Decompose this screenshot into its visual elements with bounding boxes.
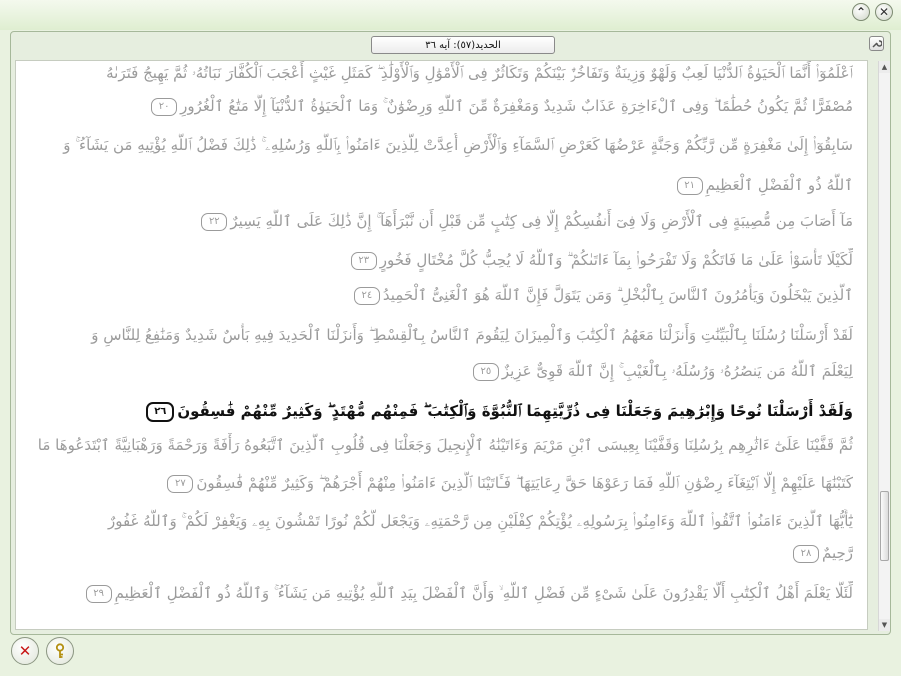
scroll-up-arrow[interactable]: ▲ [879, 61, 890, 73]
close-icon: ✕ [878, 5, 890, 19]
verse-text: ٱللَّهُ ذُو ٱلْفَضْلِ ٱلْعَظِيمِ [705, 176, 853, 194]
verse-number-badge: ٢٩ [86, 585, 112, 603]
verse-number-badge: ٢٥ [473, 363, 499, 381]
verse-line[interactable] [24, 283, 853, 307]
verse-line-active[interactable] [24, 399, 853, 423]
close-icon: ✕ [18, 642, 32, 660]
verse-line[interactable] [24, 509, 853, 533]
verse-number-badge: ٢٧ [167, 475, 193, 493]
verse-text: لِيَعْلَمَ ٱللَّهُ مَن يَنصُرُهُۥ وَرُسُلَهُۥ بِٱلْغَيْبِ ۚ إِنَّ ٱللَّهَ قَوِىٌّ عَزِيزٌ [501, 362, 853, 380]
verse-line[interactable] [24, 173, 853, 197]
close-app-button[interactable] [11, 637, 39, 665]
verse-text: وَلَقَدْ أَرْسَلْنَا نُوحًا وَإِبْرَٰهِيمَ وَجَعَلْنَا فِى ذُرِّيَّتِهِمَا ٱلنُّبُوَّةَ وَٱلْكِتَٰبَ ۖ فَمِنْهُم مُّهْتَدٍ ۖ وَكَثِيرٌ مِّنْهُمْ فَٰسِقُونَ [177, 402, 853, 420]
verse-text: لِّكَيْلَا تَأْسَوْا۟ عَلَىٰ مَا فَاتَكُمْ وَلَا تَفْرَحُوا۟ بِمَآ ءَاتَىٰكُمْ ۗ وَٱللَّهُ لَا يُحِبُّ كُلَّ مُخْتَالٍ فَخُورٍ [379, 251, 853, 269]
verse-text: ثُمَّ قَفَّيْنَا عَلَىٰٓ ءَاثَٰرِهِم بِرُسُلِنَا وَقَفَّيْنَا بِعِيسَى ٱبْنِ مَرْيَمَ وَءَاتَيْنَٰهُ ٱلْإِنجِيلَ وَجَعَلْنَا فِى قُلُوبِ ٱلَّذِينَ ٱتَّبَعُوهُ رَأْفَةً وَرَحْمَةً وَرَهْبَانِيَّةً ٱبْتَدَعُوهَا مَا [37, 436, 853, 454]
verse-line[interactable] [24, 433, 853, 457]
verse-line[interactable] [24, 209, 853, 233]
verse-line[interactable] [24, 61, 853, 85]
scroll-down-arrow[interactable]: ▼ [879, 619, 890, 631]
verse-text: يَٰٓأَيُّهَا ٱلَّذِينَ ءَامَنُوا۟ ٱتَّقُوا۟ ٱللَّهَ وَءَامِنُوا۟ بِرَسُولِهِۦ يُؤْتِكُمْ كِفْلَيْنِ مِن رَّحْمَتِهِۦ وَيَجْعَل لَّكُمْ نُورًا تَمْشُونَ بِهِۦ وَيَغْفِرْ لَكُمْ ۚ وَٱللَّهُ غَفُورٌ [107, 512, 853, 530]
verse-number-badge: ٢١ [677, 177, 703, 195]
verse-number-badge: ٢٤ [354, 287, 380, 305]
verse-text: رَّحِيمٌ [821, 544, 853, 562]
verse-line[interactable] [24, 359, 853, 383]
close-window-button[interactable] [875, 3, 893, 21]
vertical-scrollbar[interactable] [878, 61, 890, 631]
verse-line[interactable] [24, 94, 853, 118]
key-icon [53, 643, 67, 659]
surah-ayah-label: الحديد(٥٧): آیه ٣٦ [371, 36, 555, 54]
verse-text: مُصْفَرًّا ثُمَّ يَكُونُ حُطَٰمًا ۖ وَفِى ٱلْءَاخِرَةِ عَذَابٌ شَدِيدٌ وَمَغْفِرَةٌ مِّنَ ٱللَّهِ وَرِضْوَٰنٌ ۚ وَمَا ٱلْحَيَوٰةُ ٱلدُّنْيَآ إِلَّا مَتَٰعُ ٱلْغُرُورِ [180, 97, 853, 115]
verse-number-badge: ٢٦ [146, 402, 174, 422]
verse-line[interactable] [24, 133, 853, 157]
verse-text: ٱلَّذِينَ يَبْخَلُونَ وَيَأْمُرُونَ ٱلنَّاسَ بِٱلْبُخْلِ ۗ وَمَن يَتَوَلَّ فَإِنَّ ٱللَّهَ هُوَ ٱلْغَنِىُّ ٱلْحَمِيدُ [382, 286, 853, 304]
window-titlebar [0, 0, 901, 30]
verse-text: سَابِقُوٓا۟ إِلَىٰ مَغْفِرَةٍ مِّن رَّبِّكُمْ وَجَنَّةٍ عَرْضُهَا كَعَرْضِ ٱلسَّمَآءِ وَٱلْأَرْضِ أُعِدَّتْ لِلَّذِينَ ءَامَنُوا۟ بِٱللَّهِ وَرُسُلِهِۦ ۚ ذَٰلِكَ فَضْلُ ٱللَّهِ يُؤْتِيهِ مَن يَشَآءُ ۚ وَ [63, 136, 853, 154]
verse-text: ٱعْلَمُوٓا۟ أَنَّمَا ٱلْحَيَوٰةُ ٱلدُّنْيَا لَعِبٌ وَلَهْوٌ وَزِينَةٌ وَتَفَاخُرٌۢ بَيْنَكُمْ وَتَكَاثُرٌ فِى ٱلْأَمْوَٰلِ وَٱلْأَوْلَٰدِ ۖ كَمَثَلِ غَيْثٍ أَعْجَبَ ٱلْكُفَّارَ نَبَاتُهُۥ ثُمَّ يَهِيجُ فَتَرَىٰهُ [106, 64, 853, 82]
verse-number-badge: ٢٠ [151, 98, 177, 116]
minimize-button[interactable] [852, 3, 870, 21]
tools-icon [871, 38, 882, 49]
tools-button[interactable] [869, 36, 884, 51]
verse-line[interactable] [24, 248, 853, 272]
verse-content [15, 60, 868, 630]
verse-line[interactable] [24, 541, 853, 565]
verse-number-badge: ٢٢ [201, 213, 227, 231]
verse-text: لَقَدْ أَرْسَلْنَا رُسُلَنَا بِٱلْبَيِّنَٰتِ وَأَنزَلْنَا مَعَهُمُ ٱلْكِتَٰبَ وَٱلْمِيزَانَ لِيَقُومَ ٱلنَّاسُ بِٱلْقِسْطِ ۖ وَأَنزَلْنَا ٱلْحَدِيدَ فِيهِ بَأْسٌ شَدِيدٌ وَمَنَٰفِعُ لِلنَّاسِ وَ [91, 326, 853, 344]
verse-number-badge: ٢٣ [351, 252, 377, 270]
verse-text: مَآ أَصَابَ مِن مُّصِيبَةٍ فِى ٱلْأَرْضِ وَلَا فِىٓ أَنفُسِكُمْ إِلَّا فِى كِتَٰبٍ مِّن قَبْلِ أَن نَّبْرَأَهَآ ۚ إِنَّ ذَٰلِكَ عَلَى ٱللَّهِ يَسِيرٌ [230, 212, 853, 230]
chevron-up-icon: ⌃ [855, 5, 867, 19]
verse-number-badge: ٢٨ [793, 545, 819, 563]
verse-line[interactable] [24, 323, 853, 347]
verse-text: لِّئَلَّا يَعْلَمَ أَهْلُ ٱلْكِتَٰبِ أَلَّا يَقْدِرُونَ عَلَىٰ شَىْءٍ مِّن فَضْلِ ٱللَّهِ ۙ وَأَنَّ ٱلْفَضْلَ بِيَدِ ٱللَّهِ يُؤْتِيهِ مَن يَشَآءُ ۚ وَٱللَّهُ ذُو ٱلْفَضْلِ ٱلْعَظِيمِ [114, 584, 853, 602]
key-button[interactable] [46, 637, 74, 665]
verse-line[interactable] [24, 471, 853, 495]
scroll-thumb[interactable] [880, 491, 889, 561]
verse-line[interactable] [24, 581, 853, 605]
verse-text: كَتَبْنَٰهَا عَلَيْهِمْ إِلَّا ٱبْتِغَآءَ رِضْوَٰنِ ٱللَّهِ فَمَا رَعَوْهَا حَقَّ رِعَايَتِهَا ۖ فَـَٔاتَيْنَا ٱلَّذِينَ ءَامَنُوا۟ مِنْهُمْ أَجْرَهُمْ ۖ وَكَثِيرٌ مِّنْهُمْ فَٰسِقُونَ [196, 474, 853, 492]
